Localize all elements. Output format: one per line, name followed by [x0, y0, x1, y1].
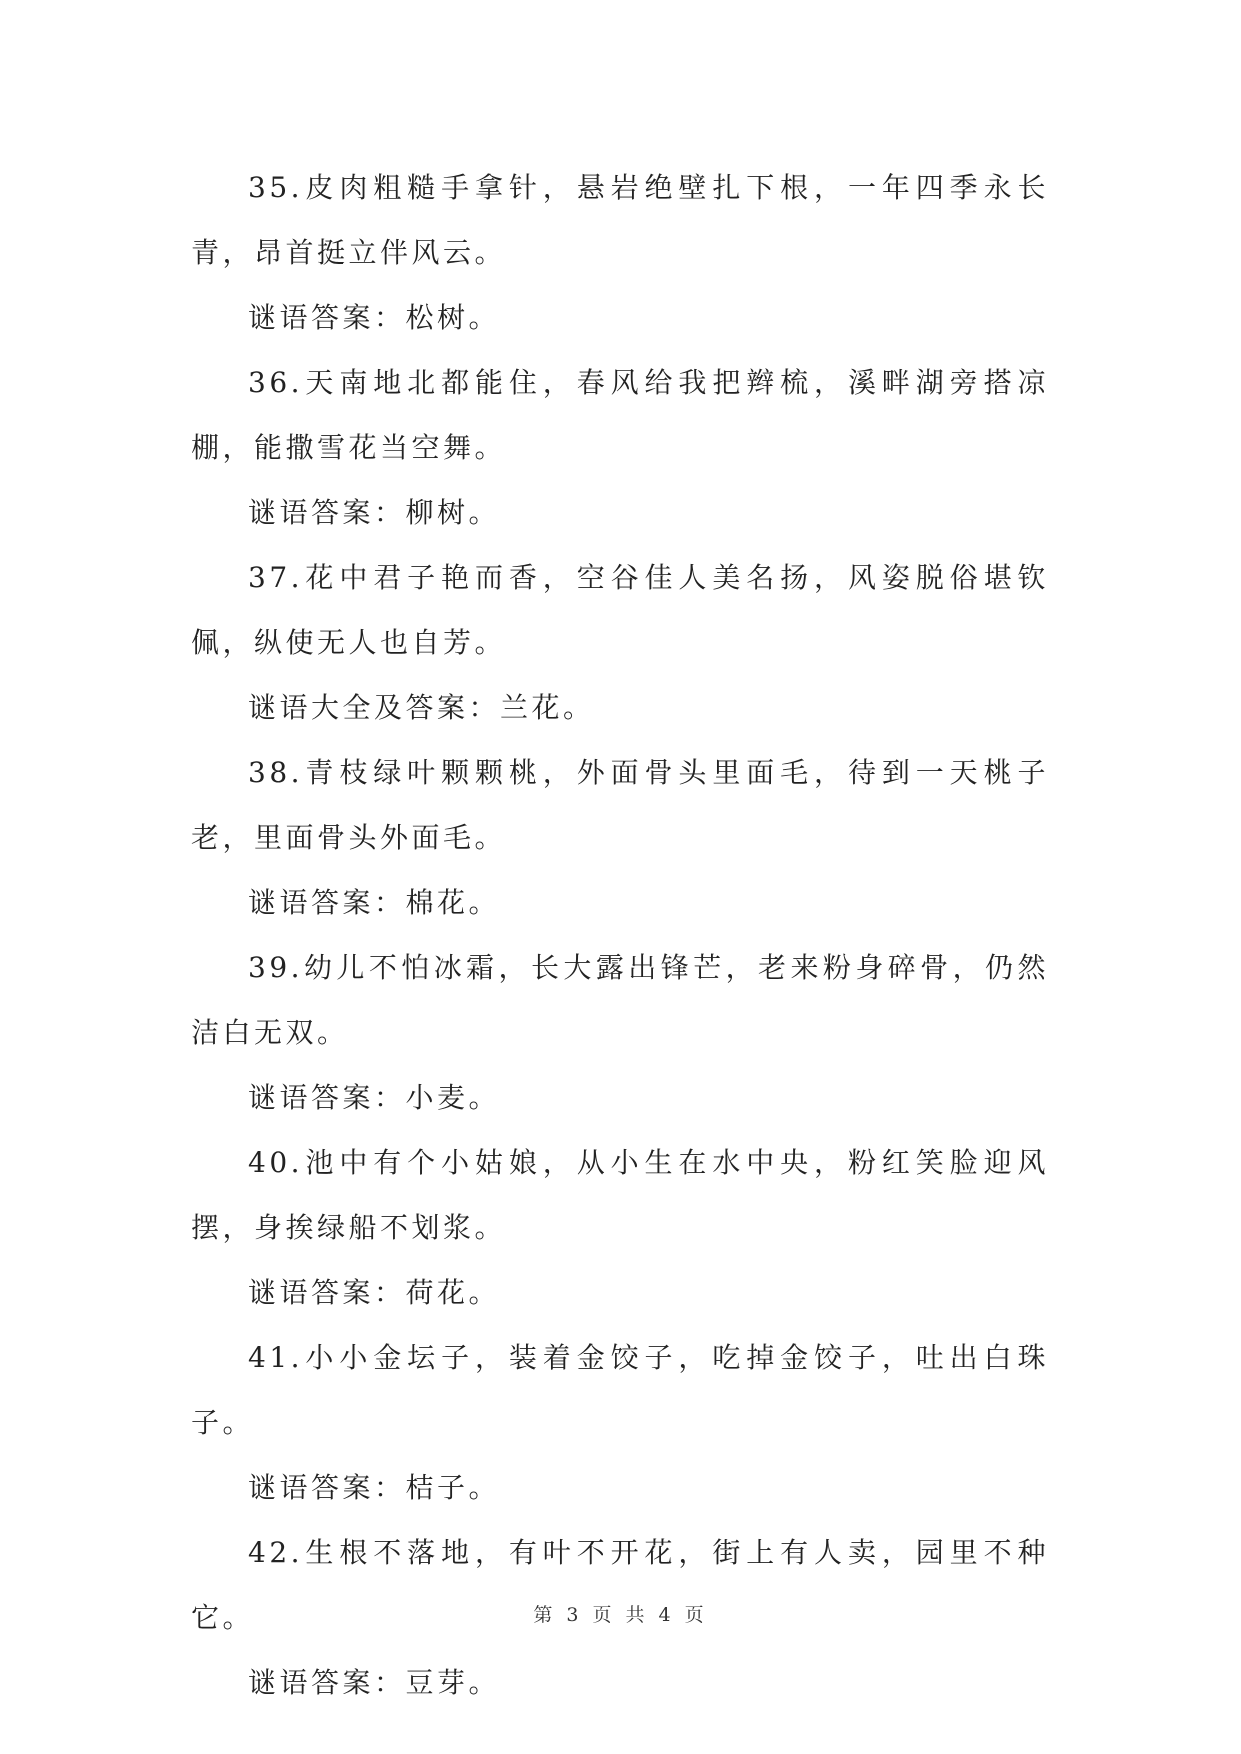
riddle-answer-36: 谜语答案：柳树。	[248, 496, 501, 529]
page-number-text: 第 3 页 共 4 页	[533, 1604, 708, 1626]
riddle-answer-37: 谜语大全及答案：兰花。	[248, 691, 595, 724]
riddle-question-41: 41.小小金坛子，装着金饺子，吃掉金饺子，吐出白珠子。	[191, 1341, 1049, 1439]
riddle-answer-38: 谜语答案：棉花。	[248, 886, 501, 919]
page-footer	[0, 1600, 1241, 1627]
riddle-question-35: 35.皮肉粗糙手拿针，悬岩绝壁扎下根，一年四季永长青，昂首挺立伴风云。	[191, 171, 1049, 269]
riddle-question-40: 40.池中有个小姑娘，从小生在水中央，粉红笑脸迎风摆，身挨绿船不划浆。	[191, 1146, 1049, 1244]
riddle-question-42: 42.生根不落地，有叶不开花，街上有人卖，园里不种它。	[191, 1536, 1049, 1634]
riddle-answer-35: 谜语答案：松树。	[248, 301, 501, 334]
riddle-question-37: 37.花中君子艳而香，空谷佳人美名扬，风姿脱俗堪钦佩，纵使无人也自芳。	[191, 561, 1049, 659]
riddle-answer-39: 谜语答案：小麦。	[248, 1081, 501, 1114]
riddle-answer-40: 谜语答案：荷花。	[248, 1276, 501, 1309]
document-body	[191, 155, 1049, 1715]
riddle-question-38: 38.青枝绿叶颗颗桃，外面骨头里面毛，待到一天桃子老，里面骨头外面毛。	[191, 756, 1049, 854]
riddle-question-39: 39.幼儿不怕冰霜，长大露出锋芒，老来粉身碎骨，仍然洁白无双。	[191, 951, 1049, 1049]
riddle-answer-41: 谜语答案：桔子。	[248, 1471, 501, 1504]
riddle-answer-42: 谜语答案：豆芽。	[248, 1666, 501, 1699]
riddle-question-36: 36.天南地北都能住，春风给我把辫梳，溪畔湖旁搭凉棚，能撒雪花当空舞。	[191, 366, 1049, 464]
